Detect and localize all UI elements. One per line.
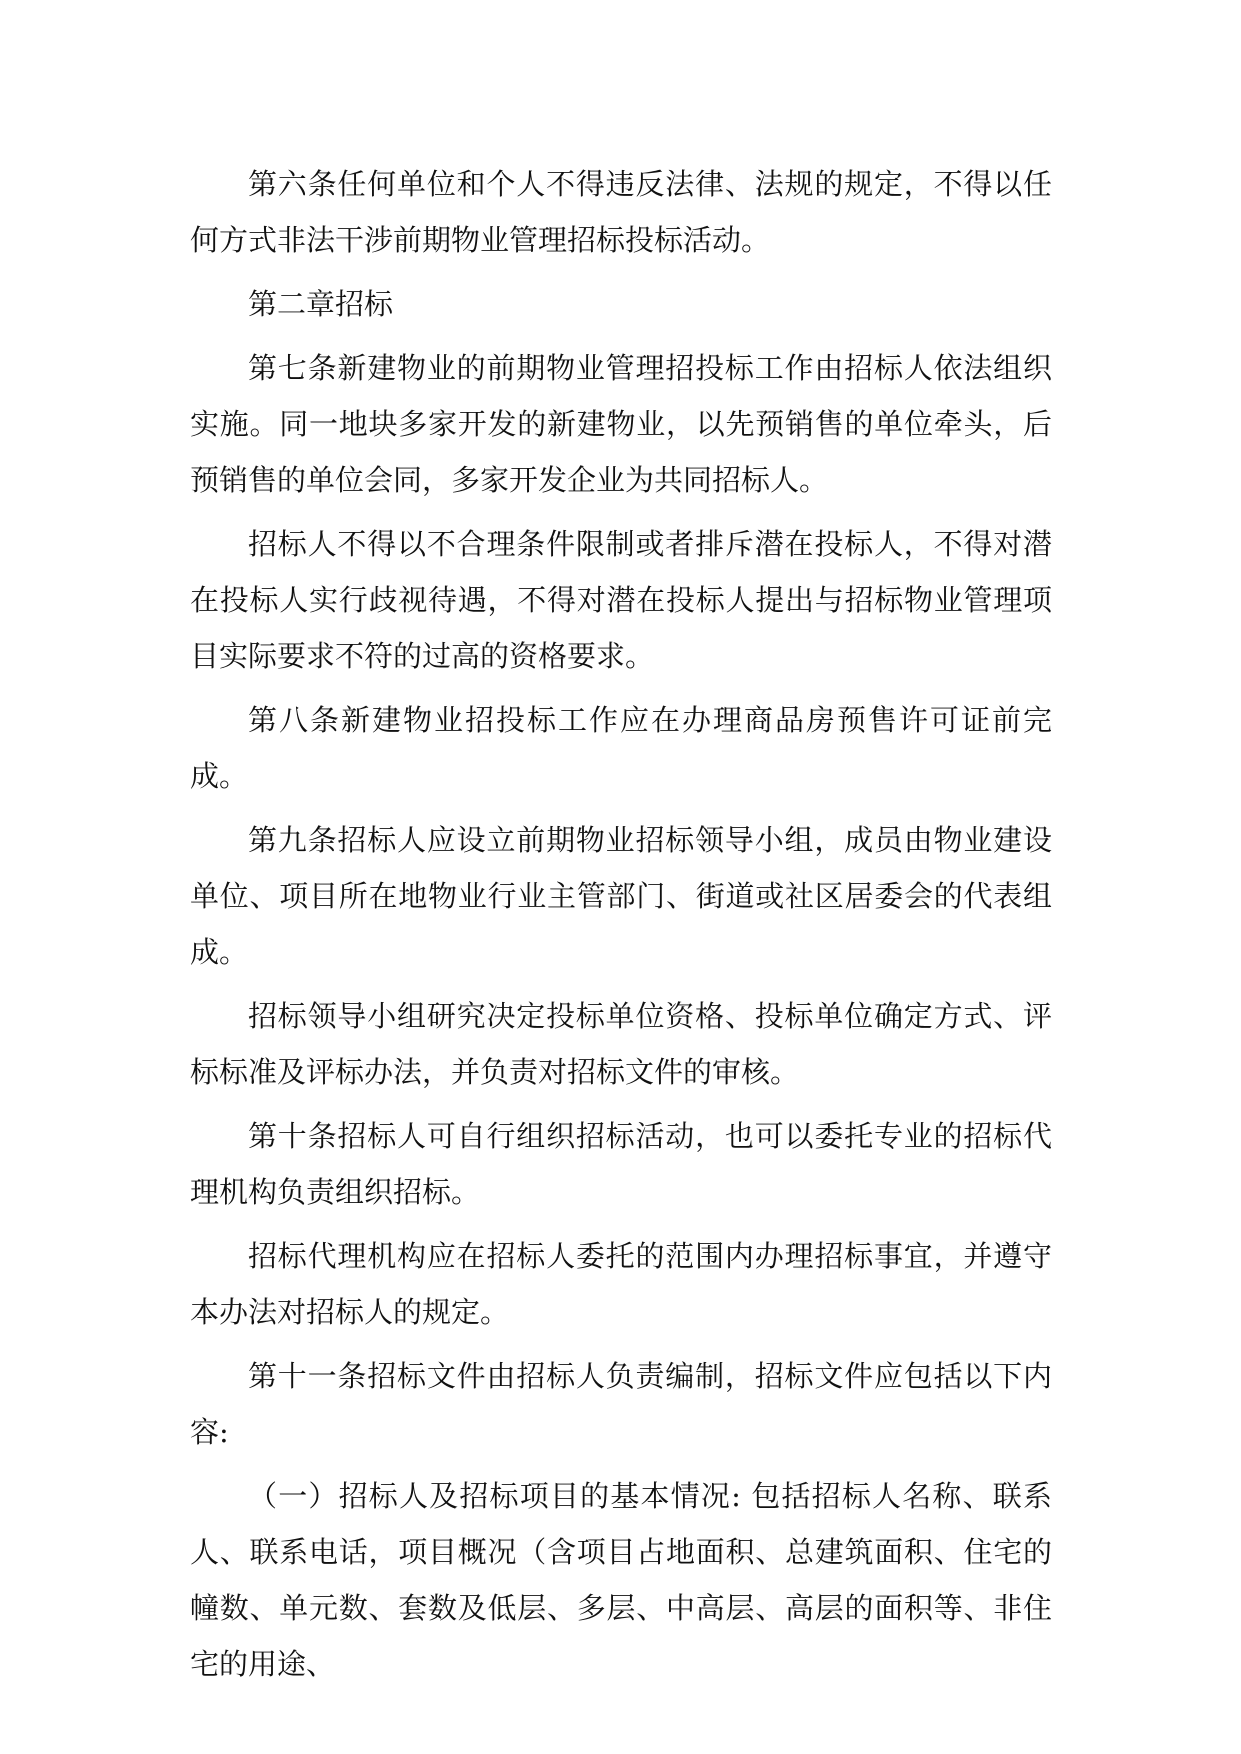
paragraph-article-6: 第六条任何单位和个人不得违反法律、法规的规定，不得以任何方式非法干涉前期物业管理招标投标活动。 — [190, 167, 1052, 257]
document-body — [190, 156, 1052, 1700]
paragraph-article-10: 第十条招标人可自行组织招标活动，也可以委托专业的招标代理机构负责组织招标。 — [190, 1119, 1052, 1209]
paragraph-article-7-clause: 招标人不得以不合理条件限制或者排斥潜在投标人，不得对潜在投标人实行歧视待遇，不得对潜在投标人提出与招标物业管理项目实际要求不符的过高的资格要求。 — [190, 527, 1052, 673]
paragraph-article-7: 第七条新建物业的前期物业管理招投标工作由招标人依法组织实施。同一地块多家开发的新建物业，以先预销售的单位牵头，后预销售的单位会同，多家开发企业为共同招标人。 — [190, 351, 1052, 497]
paragraph-article-11: 第十一条招标文件由招标人负责编制，招标文件应包括以下内容: — [190, 1359, 1052, 1449]
paragraph-article-10-clause: 招标代理机构应在招标人委托的范围内办理招标事宜，并遵守本办法对招标人的规定。 — [190, 1239, 1052, 1329]
paragraph-article-9-clause: 招标领导小组研究决定投标单位资格、投标单位确定方式、评标标准及评标办法，并负责对招标文件的审核。 — [190, 999, 1052, 1089]
chapter-heading: 第二章招标 — [248, 287, 394, 321]
paragraph-article-8: 第八条新建物业招投标工作应在办理商品房预售许可证前完成。 — [190, 703, 1052, 793]
paragraph-article-11-item-1: （一）招标人及招标项目的基本情况: 包括招标人名称、联系人、联系电话，项目概况（含项目占地面积、总建筑面积、住宅的幢数、单元数、套数及低层、多层、中高层、高层的面积等、非住宅的用途、 — [190, 1479, 1052, 1681]
paragraph-article-9: 第九条招标人应设立前期物业招标领导小组，成员由物业建设单位、项目所在地物业行业主管部门、街道或社区居委会的代表组成。 — [190, 823, 1052, 969]
